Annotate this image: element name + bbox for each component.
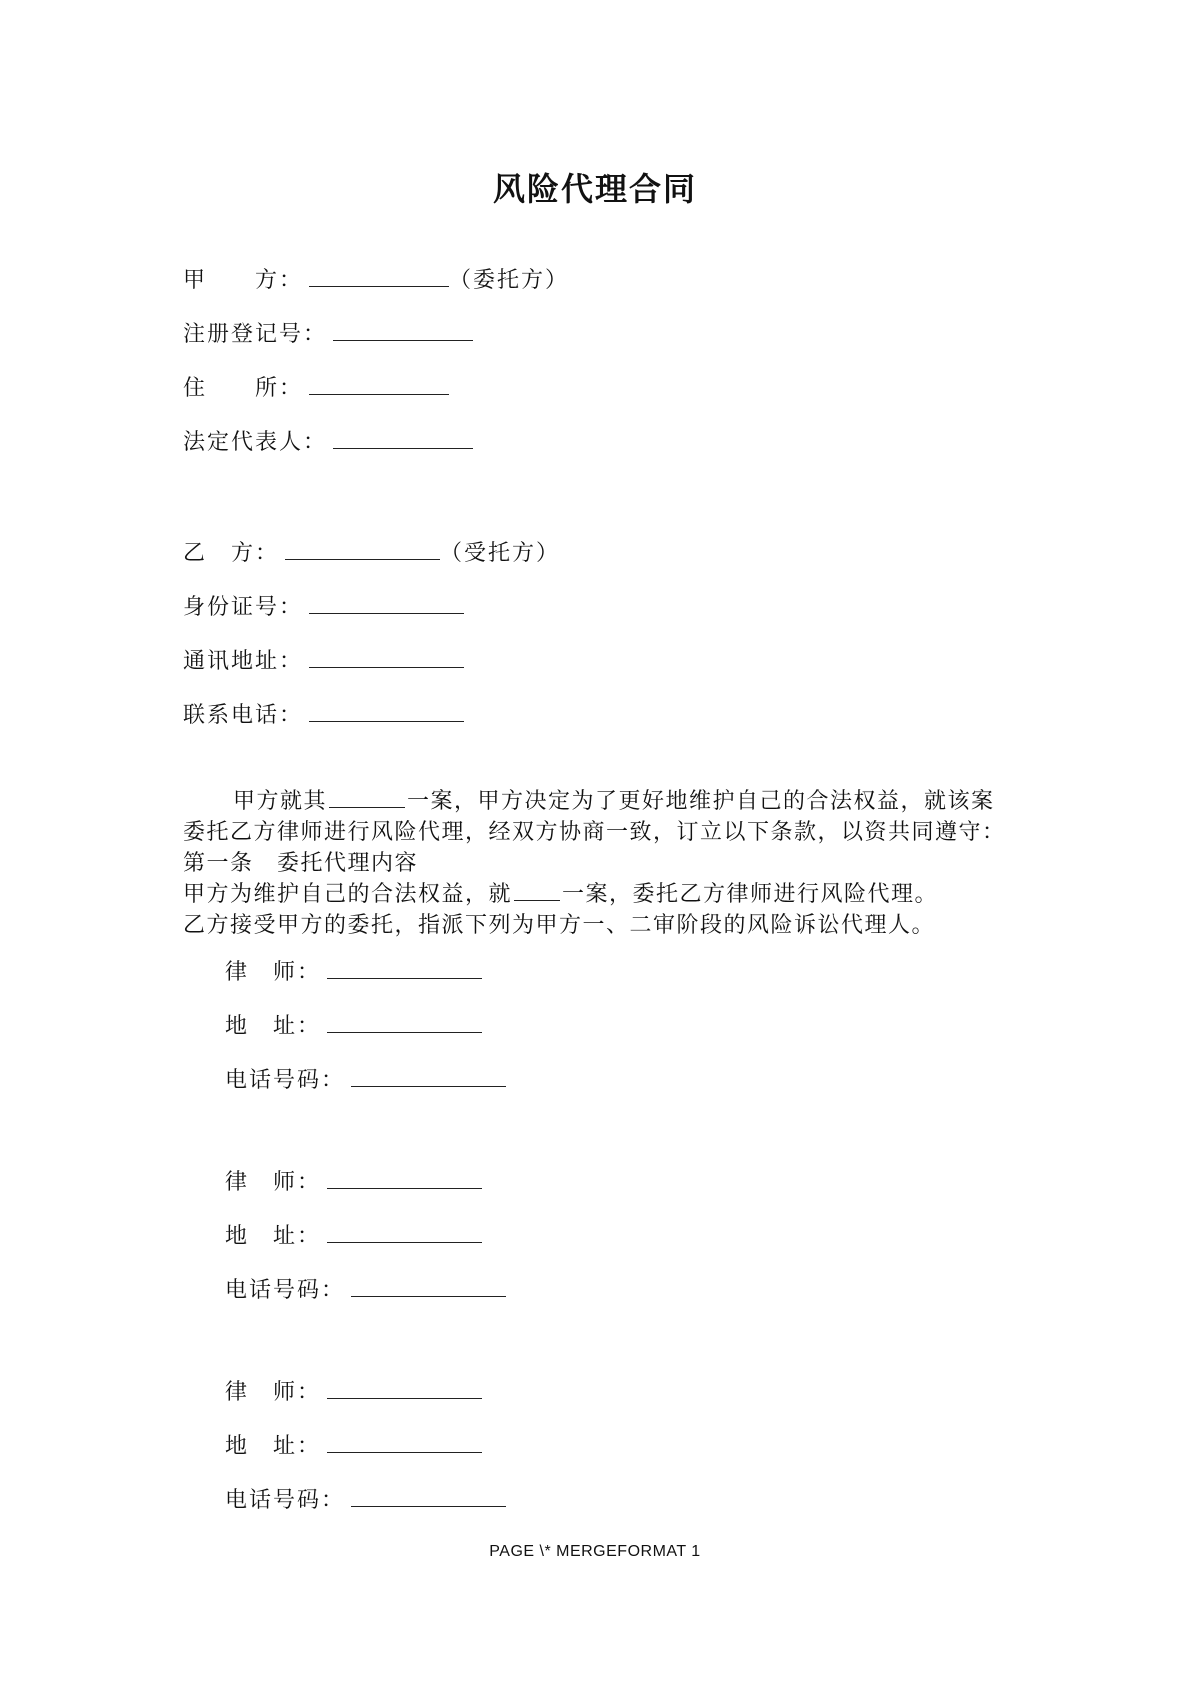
party-b-phone-label: 联系电话：	[183, 703, 304, 728]
party-b-address-blank	[309, 647, 464, 668]
intro-text-a: 甲方就其	[233, 789, 328, 814]
lawyer-2-phone-blank	[351, 1276, 506, 1297]
party-a-reg-blank	[333, 320, 473, 341]
lawyer-2-address-line	[225, 1222, 482, 1252]
article-1-title: 第一条 委托代理内容	[183, 851, 419, 876]
contract-body	[183, 786, 1013, 941]
lawyer-2-phone-line	[225, 1276, 506, 1306]
lawyer-1-phone-line	[225, 1066, 506, 1096]
party-b-address-label: 通讯地址：	[183, 649, 304, 674]
lawyer-3-phone-line	[225, 1486, 506, 1516]
party-b-id-blank	[309, 593, 464, 614]
lawyer-2-address-blank	[327, 1222, 482, 1243]
lawyer-3-name-line	[225, 1378, 482, 1408]
lawyer-label: 律 师：	[225, 1380, 322, 1405]
lawyer-2-name-blank	[327, 1168, 482, 1189]
party-a-reg-label: 注册登记号：	[183, 322, 328, 347]
party-b-id-line	[183, 593, 464, 623]
lawyer-3-address-line	[225, 1432, 482, 1462]
phone-label: 电话号码：	[225, 1278, 346, 1303]
lawyer-label: 律 师：	[225, 960, 322, 985]
page-title: 风险代理合同	[492, 170, 697, 208]
lawyer-1-name-line	[225, 958, 482, 988]
party-b-name-line	[183, 539, 560, 569]
party-a-name-blank	[309, 266, 449, 287]
article-1-line-1	[183, 879, 1013, 910]
address-label: 地 址：	[225, 1434, 322, 1459]
party-a-name-label: 甲 方：	[183, 268, 304, 293]
article-1-text-b: 一案，委托乙方律师进行风险代理。	[562, 882, 939, 907]
lawyer-1-address-line	[225, 1012, 482, 1042]
lawyer-3-address-blank	[327, 1432, 482, 1453]
lawyer-1-address-blank	[327, 1012, 482, 1033]
lawyer-1-name-blank	[327, 958, 482, 979]
phone-label: 电话号码：	[225, 1068, 346, 1093]
lawyer-label: 律 师：	[225, 1170, 322, 1195]
party-b-name-label: 乙 方：	[183, 541, 280, 566]
party-b-name-suffix: （受托方）	[440, 541, 561, 566]
intro-text-b: 一案，甲方决定为了更好地维护自己的合法权益，就该案委托乙方律师进行风险代理，经双方协商一致，订立以下条款，以资共同遵守：	[183, 789, 1006, 845]
lawyer-1-phone-blank	[351, 1066, 506, 1087]
party-a-rep-line	[183, 428, 473, 458]
party-a-address-label: 住 所：	[183, 376, 304, 401]
party-a-address-blank	[309, 374, 449, 395]
address-label: 地 址：	[225, 1224, 322, 1249]
lawyer-2-name-line	[225, 1168, 482, 1198]
party-b-address-line	[183, 647, 464, 677]
party-b-phone-line	[183, 701, 464, 731]
lawyer-3-phone-blank	[351, 1486, 506, 1507]
party-a-rep-blank	[333, 428, 473, 449]
party-a-reg-line	[183, 320, 473, 350]
party-a-address-line	[183, 374, 449, 404]
article-1-case-blank	[514, 880, 560, 901]
address-label: 地 址：	[225, 1014, 322, 1039]
phone-label: 电话号码：	[225, 1488, 346, 1513]
party-b-phone-blank	[309, 701, 464, 722]
page-footer: PAGE \* MERGEFORMAT 1	[489, 1543, 701, 1560]
lawyer-3-name-blank	[327, 1378, 482, 1399]
case-blank	[329, 787, 405, 808]
party-a-name-line	[183, 266, 569, 296]
party-b-name-blank	[285, 539, 440, 560]
party-a-rep-label: 法定代表人：	[183, 430, 328, 455]
article-1-text-a: 甲方为维护自己的合法权益，就	[183, 882, 513, 907]
article-1-line-2: 乙方接受甲方的委托，指派下列为甲方一、二审阶段的风险诉讼代理人。	[183, 913, 936, 938]
party-b-id-label: 身份证号：	[183, 595, 304, 620]
intro-paragraph	[183, 786, 1013, 848]
party-a-name-suffix: （委托方）	[449, 268, 570, 293]
